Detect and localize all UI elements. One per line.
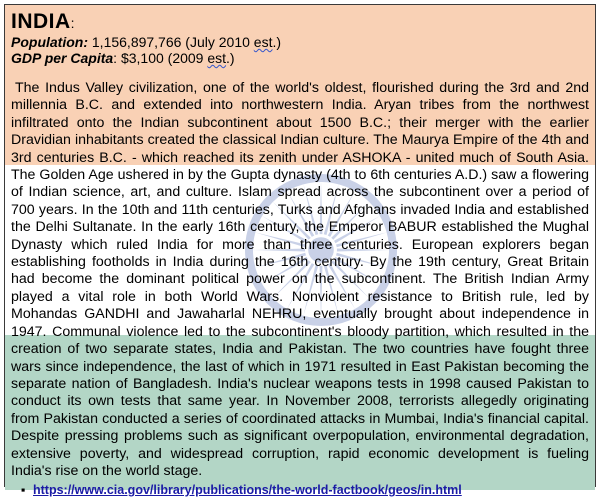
population-suffix: .) [272, 34, 282, 50]
gdp-label: GDP per Capita [11, 50, 114, 66]
source-link[interactable]: https://www.cia.gov/library/publications/the-world-factbook/geos/in.html [33, 483, 462, 498]
title-text: INDIA [11, 10, 71, 33]
square-bullet-icon: ▪ [21, 483, 26, 498]
population-est: est [253, 34, 273, 50]
gdp-suffix: .) [226, 50, 235, 66]
slide-frame [4, 4, 596, 498]
page-title [11, 11, 589, 34]
gdp-est: est [207, 50, 227, 66]
slide-content [11, 11, 589, 498]
title-colon: : [70, 15, 76, 31]
source-line [11, 483, 589, 498]
history-paragraph: The Indus Valley civilization, one of the world's oldest, flourished during the 3rd and 2nd millennia B.C. and extended into northwestern India. Aryan tribes from the northwest infiltrated onto the Indian subcontinent about 1500 B.C.; their merger with the earlier Dravidian inhabitants created the classical Indian culture. The Maurya Empire of the 4th and 3rd centuries B.C. - which reached its zenith under ASHOKA - united much of South Asia. The Golden Age ushered in by the Gupta dynasty (4th to 6th centuries A.D.) saw a flowering of Indian science, art, and culture. Islam spread across the subcontinent over a period of 700 years. In the 10th and 11th centuries, Turks and Afghans invaded India and established the Delhi Sultanate. In the early 16th century, the Emperor BABUR established the Mughal Dynasty which ruled India for more than three centuries. European explorers began establishing footholds in India during the 16th century. By the 19th century, Great Britain had become the dominant political power on the subcontinent. The British Indian Army played a vital role in both World Wars. Nonviolent resistance to British rule, led by Mohandas GANDHI and Jawaharlal NEHRU, eventually brought about independence in 1947. Communal violence led to the subcontinent's bloody partition, which resulted in the creation of two separate states, India and Pakistan. The two countries have fought three wars since independence, the last of which in 1971 resulted in East Pakistan becoming the separate nation of Bangladesh. India's nuclear weapons tests in 1998 caused Pakistan to conduct its own tests that same year. In November 2008, terrorists allegedly originating from Pakistan conducted a series of coordinated attacks in Mumbai, India's financial capital. Despite pressing problems such as significant overpopulation, environmental degradation, extensive poverty, and widespread corruption, rapid economic development is fueling India's rise on the world stage. [11, 80, 589, 479]
population-label: Population: [11, 34, 88, 50]
population-value: 1,156,897,766 (July 2010 [88, 34, 254, 50]
gdp-line [11, 50, 589, 66]
gdp-value: : $3,100 (2009 [113, 50, 208, 66]
population-line [11, 34, 589, 50]
